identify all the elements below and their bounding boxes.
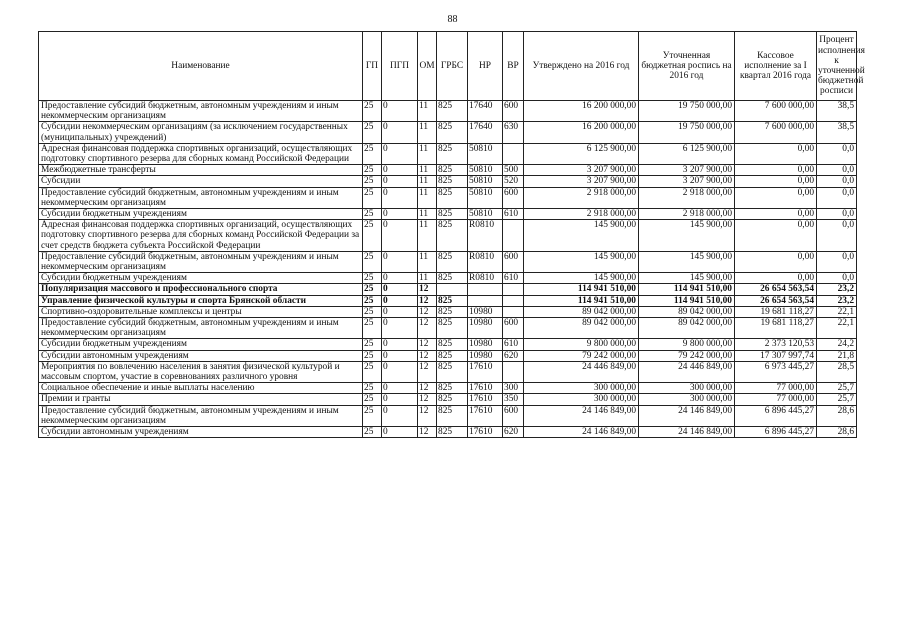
cell-percent: 24,2	[817, 339, 857, 350]
cell-gp: 25	[363, 284, 382, 295]
table-row	[39, 176, 857, 187]
cell-grbs: 825	[437, 306, 468, 317]
cell-ppgp: 0	[382, 101, 418, 122]
cell-vr	[503, 284, 524, 295]
cell-vr	[503, 220, 524, 252]
cell-approved: 16 200 000,00	[524, 122, 639, 143]
cell-nr: 17610	[468, 427, 503, 438]
cell-approved: 300 000,00	[524, 383, 639, 394]
cell-ppgp: 0	[382, 339, 418, 350]
cell-grbs: 825	[437, 273, 468, 284]
cell-grbs: 825	[437, 101, 468, 122]
column-header-percent: Процент исполнения к уточненной бюджетной росписи	[817, 32, 857, 101]
column-header-cash: Кассовое исполнение за I квартал 2016 года	[735, 32, 817, 101]
table-header	[39, 32, 865, 101]
cell-ppgp: 0	[382, 165, 418, 176]
cell-name: Субсидии бюджетным учреждениям	[39, 273, 363, 284]
cell-percent: 0,0	[817, 176, 857, 187]
cell-vr: 620	[503, 350, 524, 361]
cell-grbs: 825	[437, 318, 468, 339]
cell-om: 11	[418, 273, 437, 284]
cell-om: 11	[418, 122, 437, 143]
cell-grbs: 825	[437, 361, 468, 382]
cell-cash: 6 896 445,27	[735, 427, 817, 438]
cell-ppgp: 0	[382, 220, 418, 252]
cell-cash: 0,00	[735, 143, 817, 164]
cell-vr	[503, 295, 524, 306]
cell-approved: 2 918 000,00	[524, 209, 639, 220]
column-header-nr: НР	[468, 32, 503, 101]
cell-vr: 600	[503, 318, 524, 339]
cell-gp: 25	[363, 427, 382, 438]
cell-om: 11	[418, 187, 437, 208]
cell-revised: 145 900,00	[639, 220, 735, 252]
cell-gp: 25	[363, 394, 382, 405]
cell-revised: 89 042 000,00	[639, 318, 735, 339]
cell-percent: 25,7	[817, 383, 857, 394]
cell-cash: 0,00	[735, 209, 817, 220]
cell-ppgp: 0	[382, 284, 418, 295]
cell-om: 11	[418, 251, 437, 272]
cell-grbs	[437, 284, 468, 295]
cell-ppgp: 0	[382, 383, 418, 394]
cell-vr: 600	[503, 251, 524, 272]
cell-nr: R0810	[468, 220, 503, 252]
cell-nr: 17610	[468, 361, 503, 382]
cell-approved: 145 900,00	[524, 251, 639, 272]
cell-ppgp: 0	[382, 427, 418, 438]
cell-nr: 17610	[468, 394, 503, 405]
cell-name: Премии и гранты	[39, 394, 363, 405]
cell-percent: 28,6	[817, 427, 857, 438]
cell-om: 12	[418, 284, 437, 295]
cell-percent: 28,5	[817, 361, 857, 382]
cell-gp: 25	[363, 273, 382, 284]
cell-revised: 3 207 900,00	[639, 176, 735, 187]
cell-gp: 25	[363, 165, 382, 176]
cell-cash: 2 373 120,53	[735, 339, 817, 350]
table-row	[39, 350, 857, 361]
cell-gp: 25	[363, 339, 382, 350]
cell-om: 11	[418, 143, 437, 164]
cell-om: 11	[418, 209, 437, 220]
cell-revised: 24 146 849,00	[639, 405, 735, 426]
cell-cash: 6 896 445,27	[735, 405, 817, 426]
cell-ppgp: 0	[382, 361, 418, 382]
budget-execution-table	[38, 31, 865, 438]
cell-om: 12	[418, 394, 437, 405]
cell-revised: 79 242 000,00	[639, 350, 735, 361]
cell-gp: 25	[363, 176, 382, 187]
cell-approved: 16 200 000,00	[524, 101, 639, 122]
cell-vr: 600	[503, 101, 524, 122]
cell-vr: 520	[503, 176, 524, 187]
cell-cash: 7 600 000,00	[735, 101, 817, 122]
table-row	[39, 427, 857, 438]
cell-name: Спортивно-оздоровительные комплексы и центры	[39, 306, 363, 317]
table-row	[39, 273, 857, 284]
column-header-approved: Утверждено на 2016 год	[524, 32, 639, 101]
cell-percent: 25,7	[817, 394, 857, 405]
cell-nr: 17610	[468, 405, 503, 426]
cell-vr	[503, 361, 524, 382]
cell-approved: 9 800 000,00	[524, 339, 639, 350]
cell-gp: 25	[363, 318, 382, 339]
cell-name: Субсидии	[39, 176, 363, 187]
cell-grbs: 825	[437, 122, 468, 143]
column-header-grbs: ГРБС	[437, 32, 468, 101]
cell-revised: 89 042 000,00	[639, 306, 735, 317]
cell-approved: 145 900,00	[524, 220, 639, 252]
cell-name: Субсидии бюджетным учреждениям	[39, 339, 363, 350]
cell-ppgp: 0	[382, 176, 418, 187]
table-row	[39, 318, 857, 339]
cell-gp: 25	[363, 295, 382, 306]
column-header-ppgp: ПГП	[382, 32, 418, 101]
table-row	[39, 295, 857, 306]
cell-om: 12	[418, 383, 437, 394]
cell-ppgp: 0	[382, 318, 418, 339]
cell-grbs: 825	[437, 251, 468, 272]
cell-name: Предоставление субсидий бюджетным, автономным учреждениям и иным некоммерческим организациям	[39, 405, 363, 426]
cell-approved: 24 446 849,00	[524, 361, 639, 382]
cell-name: Межбюджетные трансферты	[39, 165, 363, 176]
column-header-gp: ГП	[363, 32, 382, 101]
cell-revised: 2 918 000,00	[639, 187, 735, 208]
cell-approved: 3 207 900,00	[524, 165, 639, 176]
table-row	[39, 383, 857, 394]
cell-revised: 114 941 510,00	[639, 295, 735, 306]
cell-cash: 0,00	[735, 273, 817, 284]
cell-gp: 25	[363, 251, 382, 272]
cell-ppgp: 0	[382, 394, 418, 405]
cell-ppgp: 0	[382, 251, 418, 272]
cell-gp: 25	[363, 209, 382, 220]
cell-gp: 25	[363, 122, 382, 143]
cell-vr: 620	[503, 427, 524, 438]
cell-grbs: 825	[437, 394, 468, 405]
cell-vr	[503, 143, 524, 164]
cell-approved: 24 146 849,00	[524, 405, 639, 426]
cell-ppgp: 0	[382, 306, 418, 317]
cell-nr: 17610	[468, 383, 503, 394]
column-header-vr: ВР	[503, 32, 524, 101]
cell-gp: 25	[363, 361, 382, 382]
cell-name: Субсидии автономным учреждениям	[39, 427, 363, 438]
cell-vr: 350	[503, 394, 524, 405]
cell-grbs: 825	[437, 187, 468, 208]
cell-cash: 0,00	[735, 176, 817, 187]
table-row	[39, 143, 857, 164]
cell-approved: 145 900,00	[524, 273, 639, 284]
cell-cash: 77 000,00	[735, 383, 817, 394]
cell-cash: 77 000,00	[735, 394, 817, 405]
cell-nr: 50810	[468, 209, 503, 220]
cell-gp: 25	[363, 383, 382, 394]
cell-revised: 24 446 849,00	[639, 361, 735, 382]
cell-nr	[468, 295, 503, 306]
cell-name: Адресная финансовая поддержка спортивных организаций, осуществляющих подготовку спортивного резерва для сборных команд Российской Федерации за счет средств бюджета субъекта Российской Федерации	[39, 220, 363, 252]
table-row	[39, 284, 857, 295]
table-row	[39, 251, 857, 272]
cell-nr: 50810	[468, 176, 503, 187]
cell-revised: 145 900,00	[639, 251, 735, 272]
cell-percent: 21,8	[817, 350, 857, 361]
table-row	[39, 187, 857, 208]
cell-percent: 0,0	[817, 165, 857, 176]
cell-cash: 0,00	[735, 165, 817, 176]
cell-name: Популяризация массового и профессионального спорта	[39, 284, 363, 295]
cell-vr: 630	[503, 122, 524, 143]
cell-name: Предоставление субсидий бюджетным, автономным учреждениям и иным некоммерческим организациям	[39, 251, 363, 272]
cell-cash: 17 307 997,74	[735, 350, 817, 361]
cell-cash: 19 681 118,27	[735, 318, 817, 339]
cell-ppgp: 0	[382, 350, 418, 361]
table-row	[39, 405, 857, 426]
cell-nr: 10980	[468, 306, 503, 317]
cell-grbs: 825	[437, 295, 468, 306]
cell-ppgp: 0	[382, 209, 418, 220]
cell-percent: 0,0	[817, 209, 857, 220]
cell-vr: 600	[503, 405, 524, 426]
cell-om: 12	[418, 427, 437, 438]
cell-vr: 600	[503, 187, 524, 208]
table-row	[39, 209, 857, 220]
cell-name: Управление физической культуры и спорта Брянской области	[39, 295, 363, 306]
cell-name: Предоставление субсидий бюджетным, автономным учреждениям и иным некоммерческим организациям	[39, 101, 363, 122]
cell-approved: 24 146 849,00	[524, 427, 639, 438]
cell-grbs: 825	[437, 339, 468, 350]
table-row	[39, 101, 857, 122]
cell-revised: 2 918 000,00	[639, 209, 735, 220]
table-row	[39, 394, 857, 405]
cell-name: Предоставление субсидий бюджетным, автономным учреждениям и иным некоммерческим организациям	[39, 318, 363, 339]
cell-cash: 26 654 563,54	[735, 295, 817, 306]
cell-name: Социальное обеспечение и иные выплаты населению	[39, 383, 363, 394]
cell-ppgp: 0	[382, 122, 418, 143]
cell-revised: 300 000,00	[639, 394, 735, 405]
cell-approved: 2 918 000,00	[524, 187, 639, 208]
cell-om: 12	[418, 405, 437, 426]
cell-om: 11	[418, 176, 437, 187]
cell-grbs: 825	[437, 405, 468, 426]
cell-approved: 89 042 000,00	[524, 306, 639, 317]
cell-vr: 300	[503, 383, 524, 394]
cell-grbs: 825	[437, 165, 468, 176]
cell-revised: 19 750 000,00	[639, 122, 735, 143]
cell-revised: 145 900,00	[639, 273, 735, 284]
cell-percent: 0,0	[817, 220, 857, 252]
cell-cash: 26 654 563,54	[735, 284, 817, 295]
cell-om: 11	[418, 165, 437, 176]
cell-nr: 10980	[468, 318, 503, 339]
column-header-name: Наименование	[39, 32, 363, 101]
cell-cash: 0,00	[735, 187, 817, 208]
cell-grbs: 825	[437, 220, 468, 252]
cell-percent: 0,0	[817, 187, 857, 208]
cell-om: 11	[418, 101, 437, 122]
cell-name: Субсидии некоммерческим организациям (за исключением государственных (муниципальных) учреждений)	[39, 122, 363, 143]
cell-grbs: 825	[437, 427, 468, 438]
cell-percent: 22,1	[817, 306, 857, 317]
cell-percent: 0,0	[817, 251, 857, 272]
cell-revised: 9 800 000,00	[639, 339, 735, 350]
cell-name: Предоставление субсидий бюджетным, автономным учреждениям и иным некоммерческим организациям	[39, 187, 363, 208]
cell-gp: 25	[363, 405, 382, 426]
cell-cash: 7 600 000,00	[735, 122, 817, 143]
cell-revised: 300 000,00	[639, 383, 735, 394]
cell-ppgp: 0	[382, 295, 418, 306]
cell-cash: 19 681 118,27	[735, 306, 817, 317]
cell-approved: 79 242 000,00	[524, 350, 639, 361]
table-row	[39, 361, 857, 382]
cell-revised: 3 207 900,00	[639, 165, 735, 176]
cell-nr: 50810	[468, 165, 503, 176]
cell-percent: 28,6	[817, 405, 857, 426]
cell-approved: 300 000,00	[524, 394, 639, 405]
cell-nr: 50810	[468, 187, 503, 208]
cell-grbs: 825	[437, 143, 468, 164]
cell-vr: 610	[503, 339, 524, 350]
cell-cash: 0,00	[735, 220, 817, 252]
cell-ppgp: 0	[382, 405, 418, 426]
cell-percent: 38,5	[817, 101, 857, 122]
cell-vr: 610	[503, 209, 524, 220]
cell-revised: 19 750 000,00	[639, 101, 735, 122]
cell-om: 12	[418, 295, 437, 306]
cell-approved: 89 042 000,00	[524, 318, 639, 339]
cell-om: 12	[418, 361, 437, 382]
cell-percent: 38,5	[817, 122, 857, 143]
table-row	[39, 122, 857, 143]
cell-percent: 0,0	[817, 273, 857, 284]
table-row	[39, 306, 857, 317]
cell-nr: R0810	[468, 251, 503, 272]
cell-vr: 610	[503, 273, 524, 284]
cell-approved: 3 207 900,00	[524, 176, 639, 187]
cell-percent: 23,2	[817, 295, 857, 306]
cell-grbs: 825	[437, 350, 468, 361]
cell-revised: 114 941 510,00	[639, 284, 735, 295]
column-header-revised: Уточненная бюджетная роспись на 2016 год	[639, 32, 735, 101]
cell-cash: 0,00	[735, 251, 817, 272]
table-row	[39, 339, 857, 350]
cell-nr: 10980	[468, 350, 503, 361]
cell-om: 11	[418, 220, 437, 252]
cell-ppgp: 0	[382, 187, 418, 208]
cell-nr	[468, 284, 503, 295]
cell-nr: R0810	[468, 273, 503, 284]
cell-approved: 114 941 510,00	[524, 295, 639, 306]
cell-vr	[503, 306, 524, 317]
cell-percent: 22,1	[817, 318, 857, 339]
cell-gp: 25	[363, 143, 382, 164]
cell-percent: 23,2	[817, 284, 857, 295]
cell-nr: 17640	[468, 122, 503, 143]
cell-percent: 0,0	[817, 143, 857, 164]
cell-revised: 6 125 900,00	[639, 143, 735, 164]
cell-name: Адресная финансовая поддержка спортивных организаций, осуществляющих подготовку спортивного резерва для сборных команд Российской Федерации	[39, 143, 363, 164]
cell-ppgp: 0	[382, 273, 418, 284]
table-row	[39, 165, 857, 176]
cell-om: 12	[418, 306, 437, 317]
cell-nr: 50810	[468, 143, 503, 164]
cell-om: 12	[418, 339, 437, 350]
cell-approved: 6 125 900,00	[524, 143, 639, 164]
cell-ppgp: 0	[382, 143, 418, 164]
cell-nr: 17640	[468, 101, 503, 122]
cell-nr: 10980	[468, 339, 503, 350]
cell-vr: 500	[503, 165, 524, 176]
table-row	[39, 220, 857, 252]
page-number: 88	[447, 14, 458, 25]
cell-cash: 6 973 445,27	[735, 361, 817, 382]
cell-name: Субсидии бюджетным учреждениям	[39, 209, 363, 220]
cell-revised: 24 146 849,00	[639, 427, 735, 438]
table-body	[39, 101, 857, 438]
cell-gp: 25	[363, 220, 382, 252]
cell-grbs: 825	[437, 209, 468, 220]
cell-gp: 25	[363, 350, 382, 361]
cell-grbs: 825	[437, 176, 468, 187]
cell-name: Мероприятия по вовлечению населения в занятия физической культурой и массовым спортом, участие в соревнованиях различного уровня	[39, 361, 363, 382]
cell-gp: 25	[363, 306, 382, 317]
cell-om: 12	[418, 318, 437, 339]
cell-gp: 25	[363, 187, 382, 208]
cell-approved: 114 941 510,00	[524, 284, 639, 295]
column-header-om: ОМ	[418, 32, 437, 101]
cell-name: Субсидии автономным учреждениям	[39, 350, 363, 361]
cell-om: 12	[418, 350, 437, 361]
cell-grbs: 825	[437, 383, 468, 394]
cell-gp: 25	[363, 101, 382, 122]
